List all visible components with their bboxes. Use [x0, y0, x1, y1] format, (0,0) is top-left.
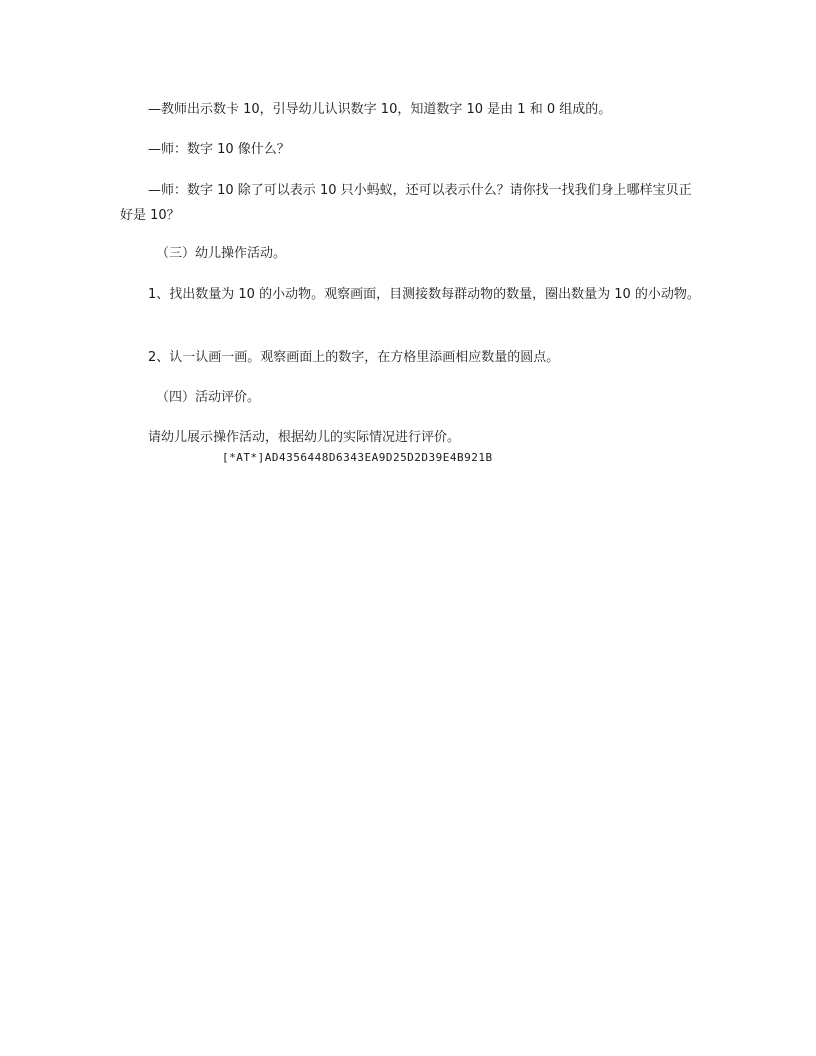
paragraph-teacher-question-meaning: —师：数字 10 除了可以表示 10 只小蚂蚁，还可以表示什么？请你找一找我们身上哪样宝贝正好是 10？	[120, 183, 692, 223]
paragraph-evaluation: 请幼儿展示操作活动，根据幼儿的实际情况进行评价。	[148, 430, 461, 445]
document-id-tag: [*AT*]AD4356448D6343EA9D25D2D39E4B921B	[222, 451, 493, 464]
section-heading-operation: （三）幼儿操作活动。	[156, 246, 287, 261]
section-heading-evaluation: （四）活动评价。	[156, 390, 261, 405]
paragraph-teacher-shows-card: —教师出示数卡 10，引导幼儿认识数字 10，知道数字 10 是由 1 和 0 组成的。	[148, 102, 612, 117]
paragraph-task-find-animals: 1、找出数量为 10 的小动物。观察画面，目测接数每群动物的数量，圈出数量为 10 的小动物。	[148, 287, 700, 302]
paragraph-task-draw-dots: 2、认一认画一画。观察画面上的数字，在方格里添画相应数量的圆点。	[148, 350, 560, 365]
paragraph-teacher-question-shape: —师：数字 10 像什么？	[148, 142, 290, 157]
